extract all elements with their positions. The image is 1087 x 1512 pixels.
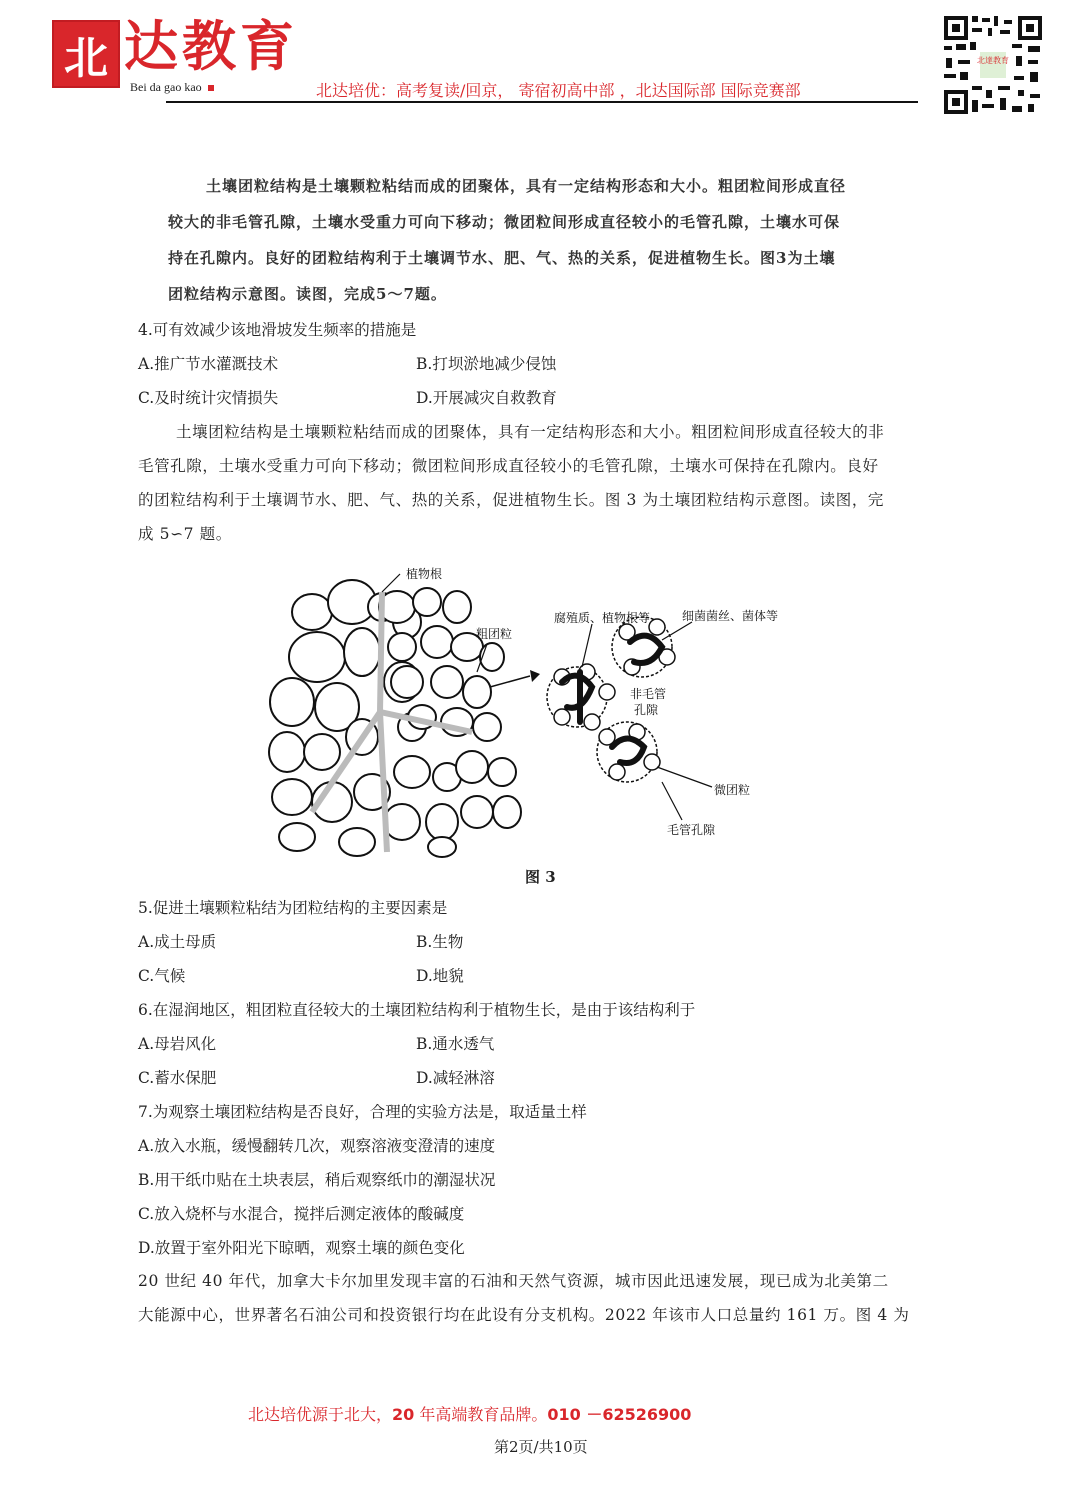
q7-stem: 7.为观察土壤团粒结构是否良好，合理的实验方法是，取适量土样 [138,1103,587,1121]
scanned-line: 较大的非毛管孔隙，土壤水受重力可向下移动；微团粒间形成直径较小的毛管孔隙，土壤水可保 [168,213,841,231]
q6-option-b: B.通水透气 [416,1035,495,1053]
plant-root-leader [382,574,400,592]
q6-option-d: D.减轻淋溶 [416,1069,495,1087]
figure-3-soil-aggregate-diagram [262,562,842,862]
humus-leader [582,624,592,667]
paragraph-line: 大能源中心，世界著名石油公司和投资银行均在此设有分支机构。2022 年该市人口总量约 161 万。图 4 为 [138,1306,910,1324]
q4-stem: 4.可有效减少该地滑坡发生频率的措施是 [138,321,417,339]
logo-square-icon [208,85,214,91]
scanned-line: 持在孔隙内。良好的团粒结构利于土壤调节水、肥、气、热的关系，促进植物生长。图3为土壤 [168,249,836,267]
logo-text: 达教育 [124,14,298,78]
logo-mark: 北 [52,20,120,88]
q4-option-d: D.开展减灾自救教育 [416,389,557,407]
label-bacteria: 细菌菌丝、菌体等 [682,609,779,623]
footer-slogan-c: 年高端教育品牌。 [414,1405,548,1424]
footer-slogan-b: 20 [392,1405,415,1424]
paragraph-line: 毛管孔隙，土壤水受重力可向下移动；微团粒间形成直径较小的毛管孔隙，土壤水可保持在孔隙内。良好 [138,457,879,475]
q5-stem: 5.促进土壤颗粒粘结为团粒结构的主要因素是 [138,899,448,917]
label-non-capillary: 非毛管 [630,687,667,701]
q7-option-d: D.放置于室外阳光下晾晒，观察土壤的颜色变化 [138,1239,465,1257]
label-coarse-aggregate: 粗团粒 [476,627,513,641]
q4-option-c: C.及时统计灾情损失 [138,389,279,407]
logo-pinyin [130,80,214,95]
q6-option-c: C.蓄水保肥 [138,1069,217,1087]
logo-pinyin-text: Bei da gao kao [130,80,202,94]
arrow-line [490,676,530,687]
q5-option-b: B.生物 [416,933,464,951]
arrow-head-icon [530,670,540,682]
label-micro-aggregate: 微团粒 [714,783,751,797]
label-non-capillary-2: 孔隙 [634,703,659,717]
qr-code-icon [942,14,1044,116]
scanned-line: 团粒结构示意图。读图，完成5～7题。 [168,285,447,303]
paragraph-line: 的团粒结构利于土壤调节水、肥、气、热的关系，促进植物生长。图 3 为土壤团粒结构示意图。读图，完 [138,491,885,509]
q5-option-c: C.气候 [138,967,186,985]
q7-option-b: B.用干纸巾贴在土块表层，稍后观察纸巾的潮湿状况 [138,1171,496,1189]
capillary-leader [662,782,682,820]
q7-option-a: A.放入水瓶，缓慢翻转几次，观察溶液变澄清的速度 [138,1137,496,1155]
figure-caption: 图 3 [525,868,556,886]
q5-option-a: A.成土母质 [138,933,217,951]
scanned-intro [168,168,938,312]
micro-aggregate-leader [657,767,712,787]
header-divider [166,101,918,103]
q6-option-a: A.母岩风化 [138,1035,217,1053]
paragraph-line: 成 5∽7 题。 [138,525,232,543]
calgary-paragraph [138,1264,950,1332]
coarse-aggregate-cluster [269,580,521,857]
q7-option-c: C.放入烧杯与水混合，搅拌后测定液体的酸碱度 [138,1205,465,1223]
q5-option-d: D.地貌 [416,967,464,985]
label-humus: 腐殖质、植物根等 [554,611,651,625]
label-capillary: 毛管孔隙 [667,823,716,837]
qr-center-label: 北達教育 [977,56,1009,65]
scanned-line: 土壤团粒结构是土壤颗粒粘结而成的团聚体，具有一定结构形态和大小。粗团粒间形成直径 [206,177,847,195]
q4-option-b: B.打坝淤地减少侵蚀 [416,355,557,373]
paragraph-line: 土壤团粒结构是土壤颗粒粘结而成的团聚体，具有一定结构形态和大小。粗团粒间形成直径较大的非 [176,423,885,441]
page-number: 第2页/共10页 [494,1438,588,1456]
intro-paragraph [138,415,950,551]
footer-phone: 010 －62526900 [547,1405,692,1424]
header-slogan: 北达培优：高考复读/回京， 寄宿初高中部 ，北达国际部 国际竞赛部 [316,81,801,100]
q6-stem: 6.在湿润地区，粗团粒直径较大的土壤团粒结构利于植物生长，是由于该结构利于 [138,1001,696,1019]
footer-slogan-a: 北达培优源于北大， [248,1405,393,1424]
q4-option-a: A.推广节水灌溉技术 [138,355,279,373]
paragraph-line: 20 世纪 40 年代，加拿大卡尔加里发现丰富的石油和天然气资源，城市因此迅速发展，现已成为北美第二 [138,1272,889,1290]
label-plant-root: 植物根 [406,567,443,581]
footer-slogan [248,1402,691,1425]
